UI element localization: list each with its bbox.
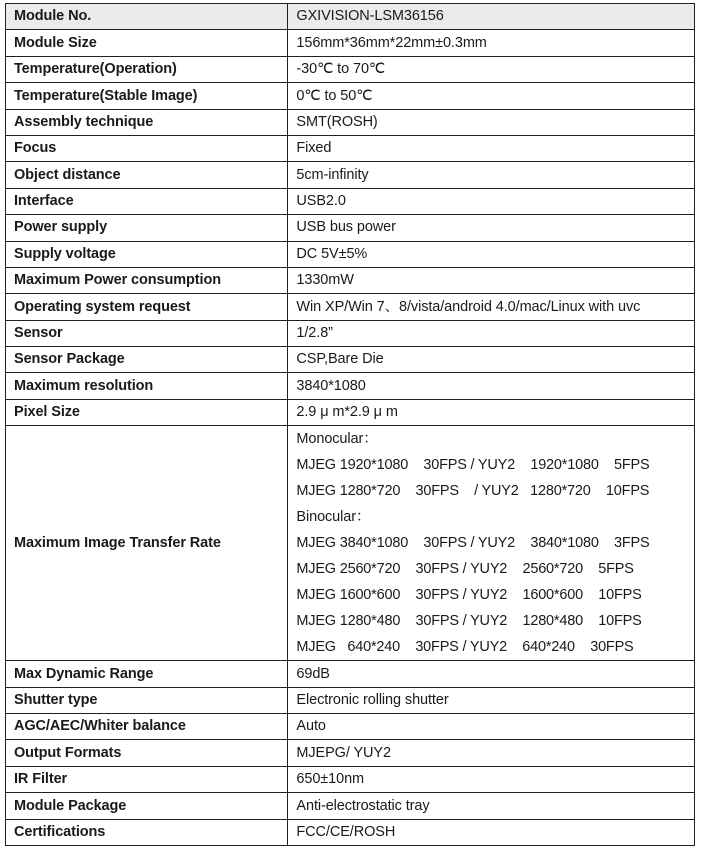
- row-label: Module Size: [6, 30, 288, 56]
- transfer-rate-line: MJEG 1280*480 30FPS / YUY2 1280*480 10FPS: [296, 613, 642, 630]
- binocular-lines: [296, 530, 694, 660]
- row-label: Sensor Package: [6, 347, 288, 373]
- table-row-transfer-rate: [6, 426, 695, 661]
- row-value: CSP,Bare Die: [288, 347, 695, 373]
- row-label: Sensor: [6, 320, 288, 346]
- table-row: [6, 83, 695, 109]
- row-value: 3840*1080: [288, 373, 695, 399]
- transfer-rate-line: MJEG 2560*720 30FPS / YUY2 2560*720 5FPS: [296, 561, 634, 578]
- row-label: Max Dynamic Range: [6, 661, 288, 687]
- table-row: [6, 267, 695, 293]
- table-row: [6, 714, 695, 740]
- table-row: [6, 241, 695, 267]
- row-label: Maximum Power consumption: [6, 267, 288, 293]
- row-label: Focus: [6, 135, 288, 161]
- table-row: [6, 109, 695, 135]
- table-row: [6, 294, 695, 320]
- monocular-heading: Monocular：: [296, 431, 378, 448]
- row-value: Win XP/Win 7、8/vista/android 4.0/mac/Linux with uvc: [288, 294, 695, 320]
- row-value: MJEPG/ YUY2: [288, 740, 695, 766]
- row-label: Maximum resolution: [6, 373, 288, 399]
- row-label: Power supply: [6, 215, 288, 241]
- table-row: [6, 793, 695, 819]
- row-value: Auto: [288, 714, 695, 740]
- row-label: Module No.: [6, 4, 288, 30]
- row-value: 5cm-infinity: [288, 162, 695, 188]
- row-label: Interface: [6, 188, 288, 214]
- row-value-maximum-image-transfer-rate: [288, 426, 695, 661]
- table-row: [6, 320, 695, 346]
- table-body: [6, 4, 695, 846]
- row-label: Object distance: [6, 162, 288, 188]
- row-label: IR Filter: [6, 766, 288, 792]
- transfer-rate-line: MJEG 640*240 30FPS / YUY2 640*240 30FPS: [296, 639, 634, 656]
- row-value: USB bus power: [288, 215, 695, 241]
- table-row: [6, 661, 695, 687]
- table-row: [6, 162, 695, 188]
- binocular-heading: Binocular：: [296, 509, 371, 526]
- row-label: Assembly technique: [6, 109, 288, 135]
- row-value: Electronic rolling shutter: [288, 687, 695, 713]
- row-label: Module Package: [6, 793, 288, 819]
- table-row: [6, 399, 695, 425]
- row-value: 69dB: [288, 661, 695, 687]
- row-value: 1330mW: [288, 267, 695, 293]
- transfer-rate-line: MJEG 3840*1080 30FPS / YUY2 3840*1080 3FPS: [296, 535, 650, 552]
- specification-table: [5, 3, 695, 846]
- transfer-rate-line: MJEG 1280*720 30FPS / YUY2 1280*720 10FPS: [296, 483, 650, 500]
- table-row: [6, 687, 695, 713]
- row-value: 156mm*36mm*22mm±0.3mm: [288, 30, 695, 56]
- row-value: 0℃ to 50℃: [288, 83, 695, 109]
- transfer-rate-line: MJEG 1600*600 30FPS / YUY2 1600*600 10FPS: [296, 587, 642, 604]
- row-label: AGC/AEC/Whiter balance: [6, 714, 288, 740]
- table-row: [6, 188, 695, 214]
- row-value: USB2.0: [288, 188, 695, 214]
- table-row: [6, 30, 695, 56]
- row-value: DC 5V±5%: [288, 241, 695, 267]
- row-label: Pixel Size: [6, 399, 288, 425]
- transfer-rate-line: MJEG 1920*1080 30FPS / YUY2 1920*1080 5FPS: [296, 457, 650, 474]
- row-value: GXIVISION-LSM36156: [288, 4, 695, 30]
- row-value: FCC/CE/ROSH: [288, 819, 695, 845]
- row-value: 1/2.8”: [288, 320, 695, 346]
- row-value: 650±10nm: [288, 766, 695, 792]
- table-row: [6, 4, 695, 30]
- row-label: Output Formats: [6, 740, 288, 766]
- row-value: 2.9 μ m*2.9 μ m: [288, 399, 695, 425]
- table-row: [6, 56, 695, 82]
- row-label: Shutter type: [6, 687, 288, 713]
- table-row: [6, 347, 695, 373]
- row-label: Certifications: [6, 819, 288, 845]
- row-label: Temperature(Stable Image): [6, 83, 288, 109]
- table-row: [6, 819, 695, 845]
- table-row: [6, 215, 695, 241]
- row-value: SMT(ROSH): [288, 109, 695, 135]
- table-row: [6, 740, 695, 766]
- row-label: Supply voltage: [6, 241, 288, 267]
- table-row: [6, 373, 695, 399]
- row-label: Operating system request: [6, 294, 288, 320]
- row-value: -30℃ to 70℃: [288, 56, 695, 82]
- table-row: [6, 135, 695, 161]
- row-value: Anti-electrostatic tray: [288, 793, 695, 819]
- table-row: [6, 766, 695, 792]
- row-label-maximum-image-transfer-rate: Maximum Image Transfer Rate: [6, 426, 288, 661]
- row-value: Fixed: [288, 135, 695, 161]
- row-label: Temperature(Operation): [6, 56, 288, 82]
- monocular-lines: [296, 452, 694, 504]
